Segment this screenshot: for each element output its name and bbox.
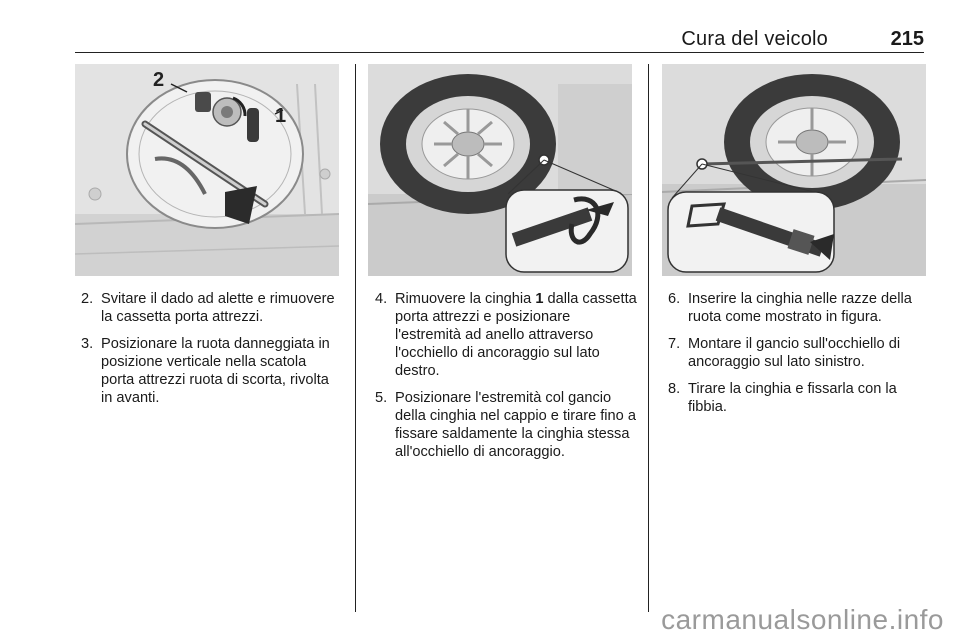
column-divider-2 — [648, 64, 649, 612]
step-5 — [375, 389, 637, 461]
step-number: 7. — [668, 336, 681, 352]
callout-1: 1 — [275, 105, 287, 127]
steps-column-1 — [81, 290, 343, 416]
step-number: 4. — [375, 291, 388, 307]
figure-tool-box — [75, 64, 339, 276]
wheel-strap-right-illustration — [368, 64, 632, 276]
step-number: 2. — [81, 291, 94, 307]
tool-box-illustration — [75, 64, 339, 276]
step-text: Svitare il dado ad alette e rimuovere la cassetta porta attrezzi. — [101, 291, 335, 325]
step-number: 8. — [668, 381, 681, 397]
step-text: Tirare la cinghia e fissarla con la fibbia. — [688, 381, 897, 415]
step-8 — [668, 380, 930, 416]
step-7 — [668, 335, 930, 371]
page-number: 215 — [890, 28, 924, 50]
strap-callout-ref: 1 — [535, 291, 544, 307]
header-rule — [75, 52, 924, 53]
step-2 — [81, 290, 343, 326]
step-text: Montare il gancio sull'occhiello di ancoraggio sul lato sinistro. — [688, 336, 901, 370]
section-title: Cura del veicolo — [681, 28, 828, 50]
step-text-before: Rimuovere la cinghia — [395, 291, 536, 307]
column-divider-1 — [355, 64, 356, 612]
step-number: 5. — [375, 390, 388, 406]
step-6 — [668, 290, 930, 326]
step-number: 6. — [668, 291, 681, 307]
callout-2: 2 — [153, 69, 165, 91]
step-number: 3. — [81, 336, 94, 352]
figure-wheel-strap-right — [368, 64, 632, 276]
step-text: Inserire la cinghia nelle razze della ruota come mostrato in figura. — [688, 291, 912, 325]
step-text: Posizionare la ruota danneggiata in posizione verticale nella scatola porta attrezzi ruota di scorta, rivolta in avanti. — [101, 336, 330, 406]
step-text: Posizionare l'estremità col gancio della cinghia nel cappio e tirare fino a fissare saldamente la cinghia stessa all'occhiello di ancoraggio. — [395, 390, 636, 460]
wheel-strap-left-illustration — [662, 64, 926, 276]
steps-column-3 — [668, 290, 930, 425]
steps-column-2 — [375, 290, 637, 470]
step-4 — [375, 290, 637, 380]
watermark: carmanualsonline.info — [661, 604, 944, 635]
step-3 — [81, 335, 343, 407]
figure-wheel-strap-left — [662, 64, 926, 276]
step-text-after: dalla cassetta porta attrezzi e posizionare l'estremità ad anello attraverso l'occhiello di ancoraggio sul lato destro. — [395, 291, 637, 379]
